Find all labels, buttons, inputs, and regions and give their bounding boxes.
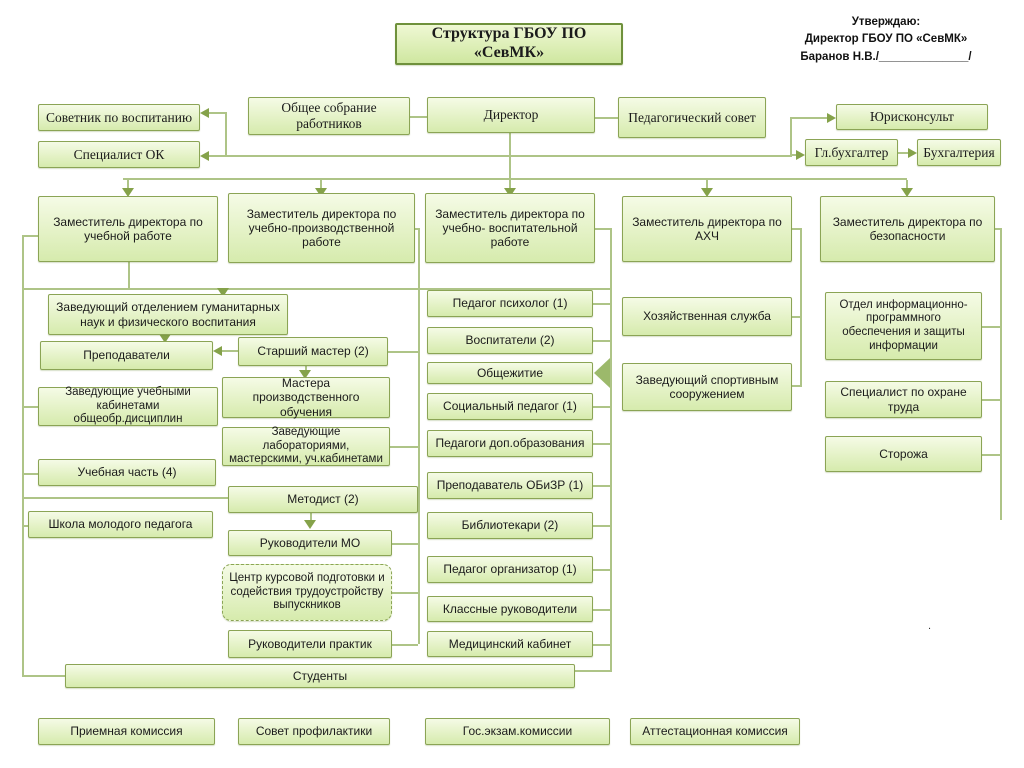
node-priemnaya: Приемная комиссия — [38, 718, 215, 745]
connector-line — [593, 609, 610, 611]
connector-line — [593, 485, 610, 487]
node-zav-otdeleniem: Заведующий отделением гуманитарных наук и физического воспитания — [48, 294, 288, 335]
node-zam-bezop: Заместитель директора по безопасности — [820, 196, 995, 262]
node-zav-ucheb-kab: Заведующие учебными кабинетами общеобр.дисциплин — [38, 387, 218, 426]
node-sovet-prof: Совет профилактики — [238, 718, 390, 745]
connector-arrow — [200, 108, 209, 118]
connector-line — [593, 525, 610, 527]
node-pedagogi-dop: Педагоги доп.образования — [427, 430, 593, 457]
node-direktor: Директор — [427, 97, 595, 133]
node-bibliotekari: Библиотекари (2) — [427, 512, 593, 539]
connector-line — [225, 155, 790, 157]
connector-line — [22, 235, 38, 237]
node-specialist-ok: Специалист ОК — [38, 141, 200, 168]
node-ruk-mo: Руководители МО — [228, 530, 392, 556]
connector-line — [123, 178, 907, 180]
connector-line — [982, 399, 1000, 401]
connector-line — [1000, 228, 1002, 520]
connector-line — [610, 228, 612, 672]
connector-line — [128, 262, 130, 288]
approval-line-2: Директор ГБОУ ПО «СевМК» — [804, 33, 968, 46]
stray-dot: . — [928, 620, 932, 632]
approval-line-3: Баранов Н.В./______________/ — [800, 50, 972, 63]
connector-line — [392, 644, 418, 646]
connector-line — [792, 228, 800, 230]
node-obshchee-sobranie: Общее собрание работников — [248, 97, 410, 135]
connector-line — [390, 446, 418, 448]
connector-line — [209, 155, 227, 157]
connector-line — [392, 543, 418, 545]
connector-line — [800, 228, 802, 387]
connector-arrow — [200, 151, 209, 161]
node-pedagog-psiholog: Педагог психолог (1) — [427, 290, 593, 317]
node-pedsovet: Педагогический совет — [618, 97, 766, 138]
connector-line — [22, 675, 65, 677]
node-prepodavateli: Преподаватели — [40, 341, 213, 370]
node-zav-sport: Заведующий спортивным сооружением — [622, 363, 792, 411]
connector-line — [415, 228, 419, 230]
node-soc-pedagog: Социальный педагог (1) — [427, 393, 593, 420]
connector-line — [593, 303, 610, 305]
node-zam-uchproizv: Заместитель директора по учебно-производственной работе — [228, 193, 415, 263]
node-zav-lab: Заведующие лабораториями, мастерскими, уч.кабинетами — [222, 427, 390, 466]
node-sovetnik: Советник по воспитанию — [38, 104, 200, 131]
connector-line — [595, 117, 618, 119]
connector-line — [593, 644, 610, 646]
node-centr-kursovoy: Центр курсовой подготовки и содействия трудоустройству выпускников — [222, 564, 392, 621]
connector-line — [982, 454, 1000, 456]
connector-arrow — [796, 150, 805, 160]
connector-line — [388, 351, 418, 353]
connector-line — [320, 180, 322, 188]
node-attestac: Аттестационная комиссия — [630, 718, 800, 745]
node-studenty: Студенты — [65, 664, 575, 688]
node-med-kabinet: Медицинский кабинет — [427, 631, 593, 657]
connector-line — [509, 180, 511, 188]
connector-line — [225, 112, 227, 157]
connector-line — [410, 116, 427, 118]
connector-line — [127, 180, 129, 188]
approval-block — [760, 14, 1012, 66]
node-storozha: Сторожа — [825, 436, 982, 472]
node-uchebnaya-chast: Учебная часть (4) — [38, 459, 216, 486]
node-shkola-pedagoga: Школа молодого педагога — [28, 511, 213, 538]
node-spec-ohrana: Специалист по охране труда — [825, 381, 982, 418]
connector-line — [595, 228, 610, 230]
node-mastera-po: Мастера производственного обучения — [222, 377, 390, 418]
connector-line — [792, 316, 800, 318]
connector-line — [392, 592, 418, 594]
connector-line — [790, 117, 792, 157]
node-prep-obizr: Преподаватель ОБиЗР (1) — [427, 472, 593, 499]
connector-arrow-big — [594, 358, 610, 388]
node-metodist: Методист (2) — [228, 486, 418, 513]
node-pedagog-org: Педагог организатор (1) — [427, 556, 593, 583]
node-zam-uchvospit: Заместитель директора по учебно- воспитательной работе — [425, 193, 595, 263]
node-hoz-sluzhba: Хозяйственная служба — [622, 297, 792, 336]
connector-line — [593, 340, 610, 342]
connector-arrow — [304, 520, 316, 529]
node-zam-uchebnoy: Заместитель директора по учебной работе — [38, 196, 218, 262]
node-ruk-praktik: Руководители практик — [228, 630, 392, 658]
connector-line — [593, 406, 610, 408]
connector-line — [593, 569, 610, 571]
connector-line — [982, 326, 1000, 328]
node-obshchezhitie: Общежитие — [427, 362, 593, 384]
connector-arrow — [827, 113, 836, 123]
connector-arrow — [908, 148, 917, 158]
node-gl-buhgalter: Гл.бухгалтер — [805, 139, 898, 166]
connector-line — [22, 406, 38, 408]
node-yuriskonsult: Юрисконсульт — [836, 104, 988, 130]
node-zam-ahch: Заместитель директора по АХЧ — [622, 196, 792, 262]
connector-arrow — [213, 346, 222, 356]
node-vospitateli: Воспитатели (2) — [427, 327, 593, 354]
connector-line — [22, 497, 228, 499]
connector-line — [792, 385, 800, 387]
node-buhgalteriya: Бухгалтерия — [917, 139, 1001, 166]
node-otdel-info: Отдел информационно-программного обеспечения и защиты информации — [825, 292, 982, 360]
node-starshiy-master: Старший мастер (2) — [238, 337, 388, 366]
connector-line — [221, 350, 238, 352]
connector-line — [706, 180, 708, 188]
approval-line-1: Утверждаю: — [851, 16, 921, 28]
connector-line — [790, 117, 828, 119]
connector-line — [22, 235, 24, 677]
node-klassnye-ruk: Классные руководители — [427, 596, 593, 622]
chart-title: Структура ГБОУ ПО «СевМК» — [395, 23, 623, 65]
connector-line — [22, 473, 38, 475]
connector-line — [593, 443, 610, 445]
connector-line — [575, 670, 610, 672]
connector-line — [906, 180, 908, 188]
connector-line — [418, 228, 420, 644]
node-gos-ekzam: Гос.экзам.комиссии — [425, 718, 610, 745]
